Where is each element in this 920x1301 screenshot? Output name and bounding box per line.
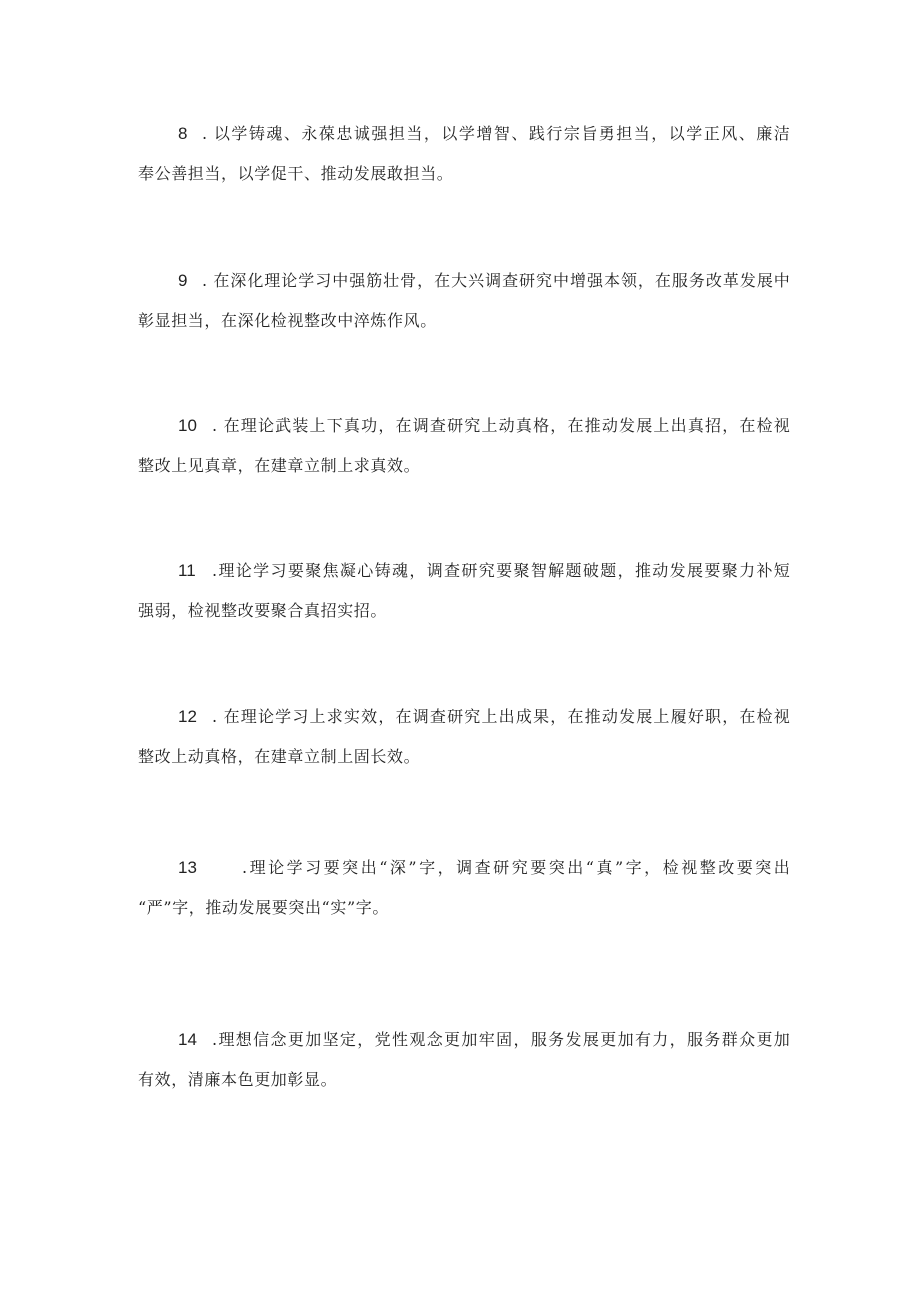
item-text-line-1: . 在深化理论学习中强筋壮骨，在大兴调查研究中增强本领，在服务改革发展中: [202, 271, 790, 290]
list-item-13: [138, 848, 790, 928]
list-item-11: [138, 551, 790, 631]
list-item-12: [138, 697, 790, 777]
item-text-line-2: 整改上动真格，在建章立制上固长效。: [138, 747, 421, 766]
item-second-line: [138, 888, 790, 928]
item-number: 12: [178, 707, 197, 726]
list-item-9: [138, 261, 790, 341]
item-first-line: [138, 551, 790, 591]
list-item-8: [138, 114, 790, 194]
item-second-line: [138, 1060, 790, 1100]
item-first-line: [138, 1020, 790, 1060]
item-text-line-2: 整改上见真章，在建章立制上求真效。: [138, 456, 421, 475]
item-text-line-2: 有效，清廉本色更加彰显。: [138, 1070, 338, 1089]
item-first-line: [138, 261, 790, 301]
item-first-line: [138, 406, 790, 446]
item-first-line: [138, 114, 790, 154]
item-number: 11: [178, 561, 196, 580]
item-number: 14: [178, 1030, 197, 1049]
item-text-line-2: 彰显担当，在深化检视整改中淬炼作风。: [138, 311, 437, 330]
item-number: 8: [178, 124, 188, 143]
item-text-line-2: 奉公善担当，以学促干、推动发展敢担当。: [138, 164, 454, 183]
item-second-line: [138, 446, 790, 486]
item-second-line: [138, 154, 790, 194]
list-item-10: [138, 406, 790, 486]
item-text-line-1: .理论学习要聚焦凝心铸魂，调查研究要聚智解题破题，推动发展要聚力补短: [212, 561, 790, 580]
list-item-14: [138, 1020, 790, 1100]
item-second-line: [138, 591, 790, 631]
item-second-line: [138, 301, 790, 341]
item-text-line-1: . 在理论学习上求实效，在调查研究上出成果，在推动发展上履好职，在检视: [212, 707, 790, 726]
item-number: 13: [178, 858, 197, 877]
item-text-line-1: . 以学铸魂、永葆忠诚强担当，以学增智、践行宗旨勇担当，以学正风、廉洁: [202, 124, 790, 143]
item-text-line-1: . 在理论武装上下真功，在调查研究上动真格，在推动发展上出真招，在检视: [212, 416, 790, 435]
item-first-line: [138, 848, 790, 888]
item-first-line: [138, 697, 790, 737]
item-text-line-1: .理想信念更加坚定，党性观念更加牢固，服务发展更加有力，服务群众更加: [212, 1030, 790, 1049]
item-text-line-2: “严”字，推动发展要突出“实”字。: [138, 898, 389, 917]
item-text-line-2: 强弱，检视整改要聚合真招实招。: [138, 601, 388, 620]
item-text-line-1: .理论学习要突出“深”字，调查研究要突出“真”字，检视整改要突出: [242, 858, 790, 877]
item-number: 10: [178, 416, 197, 435]
item-number: 9: [178, 271, 188, 290]
item-second-line: [138, 737, 790, 777]
